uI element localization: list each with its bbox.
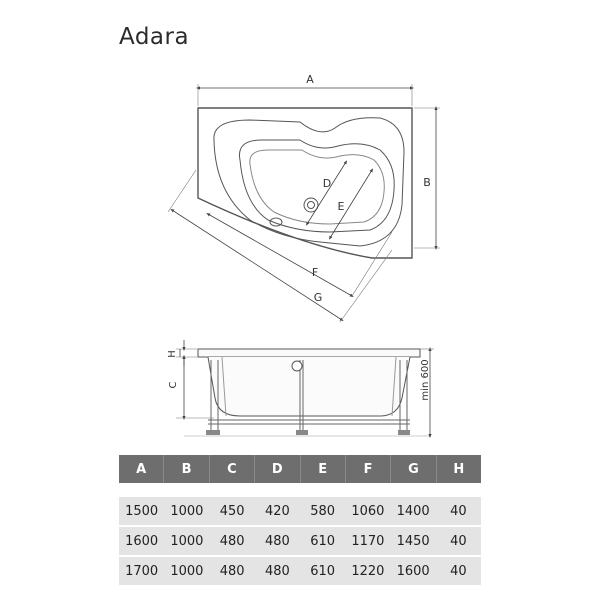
label-min-height: min 600: [420, 359, 431, 401]
table-cell: 480: [264, 563, 290, 579]
table-cell: 420: [264, 503, 290, 519]
header-cell: A: [119, 455, 164, 483]
header-cell: E: [301, 455, 346, 483]
table-row: [119, 527, 481, 555]
label-c: C: [168, 381, 179, 389]
header-cell: D: [255, 455, 300, 483]
dimension-e: [330, 170, 372, 238]
table-cell: 1000: [170, 563, 204, 579]
header-cell: G: [391, 455, 436, 483]
table-cell: 580: [310, 503, 336, 519]
product-title: Adara: [119, 24, 190, 50]
header-cell: B: [164, 455, 209, 483]
tub-rim: [214, 118, 404, 246]
dimension-h: [167, 340, 197, 366]
header-cell: C: [210, 455, 255, 483]
tub-body-side: [208, 357, 410, 416]
label-h: H: [167, 350, 178, 358]
dimension-c: [168, 357, 214, 418]
tub-basin-inner: [250, 150, 384, 224]
table-cell: 1000: [170, 503, 204, 519]
label-f: F: [311, 266, 319, 279]
table-cell: 450: [219, 503, 245, 519]
header-cell: F: [346, 455, 391, 483]
label-a: A: [306, 73, 314, 86]
dimensions-table: [119, 455, 481, 587]
table-cell: 480: [264, 533, 290, 549]
table-cell: 1060: [351, 503, 385, 519]
table-cell: 40: [450, 563, 467, 579]
side-view: [184, 349, 430, 436]
dimension-d: [307, 162, 346, 224]
table-cell: 610: [310, 533, 336, 549]
dimension-b: [414, 108, 440, 248]
table-cell: 40: [450, 533, 467, 549]
table-cell: 1600: [125, 533, 159, 549]
table-cell: 480: [219, 563, 245, 579]
table-cell: 610: [310, 563, 336, 579]
table-row: [119, 557, 481, 585]
table-cell: 40: [450, 503, 467, 519]
table-cell: 1600: [396, 563, 430, 579]
dimension-f: [208, 214, 392, 296]
tub-rim-side: [198, 349, 420, 357]
tub-outer-outline: [198, 108, 412, 258]
header-cell: H: [453, 461, 465, 477]
label-e: E: [337, 200, 345, 213]
table-cell: 480: [219, 533, 245, 549]
table-cell: 1700: [125, 563, 159, 579]
label-b: B: [423, 176, 431, 189]
table-cell: 1400: [396, 503, 430, 519]
table-header-row: [119, 455, 481, 483]
table-cell: 1170: [351, 533, 385, 549]
label-g: G: [313, 291, 323, 304]
table-cell: 1000: [170, 533, 204, 549]
table-row: [119, 497, 481, 525]
top-view: [198, 108, 412, 258]
dimension-min-height: [420, 349, 434, 436]
table-cell: 1500: [125, 503, 159, 519]
dimension-a: [198, 73, 412, 106]
support-feet: [206, 430, 410, 435]
table-cell: 1220: [351, 563, 385, 579]
table-cell: 1450: [396, 533, 430, 549]
label-d: D: [322, 177, 332, 190]
